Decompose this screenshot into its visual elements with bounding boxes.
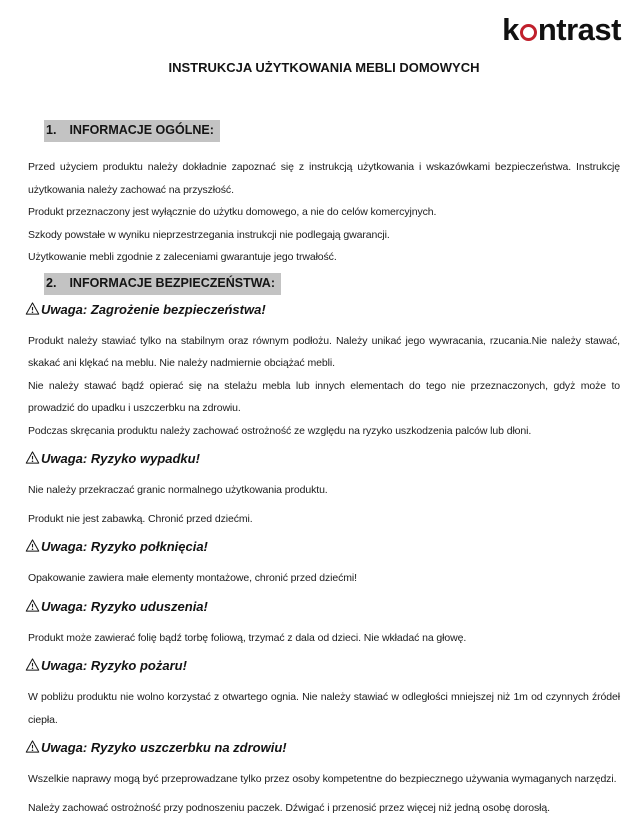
warning-title: Uwaga: Ryzyko wypadku! (41, 451, 200, 466)
warning-triangle-icon (25, 450, 40, 465)
section-2-heading (44, 273, 620, 295)
section-1-label: INFORMACJE OGÓLNE: (69, 123, 214, 137)
section-1-paragraph: Użytkowanie mebli zgodnie z zaleceniami gwarantuje jego trwałość. (28, 251, 337, 263)
warning-title: Uwaga: Ryzyko połknięcia! (41, 539, 208, 554)
warning-paragraph: Nie należy przekraczać granic normalnego użytkowania produktu. (28, 484, 328, 496)
warning-title: Uwaga: Zagrożenie bezpieczeństwa! (41, 301, 266, 317)
warning-triangle-icon (25, 538, 40, 553)
warning-heading-safety-hazard (25, 301, 620, 318)
warning-heading-health-risk (25, 739, 620, 756)
logo-text-ntrast: ntrast (537, 12, 621, 47)
warning-paragraph: Nie należy stawać bądź opierać się na stelażu mebla lub innych elementach do tego nie przeznaczonych, gdyż może to prowadzić do upadku i uszczerbku na zdrowiu. (28, 379, 620, 414)
warning-triangle-icon (25, 739, 40, 754)
warning-paragraph: Produkt nie jest zabawką. Chronić przed dziećmi. (28, 512, 253, 525)
section-1-number: 1. (46, 123, 57, 137)
warning-paragraph: Opakowanie zawiera małe elementy montażowe, chronić przed dziećmi! (28, 572, 357, 584)
section-2-label: INFORMACJE BEZPIECZEŃSTWA: (69, 275, 275, 290)
section-2-highlight (44, 273, 281, 295)
warning-paragraph: Wszelkie naprawy mogą być przeprowadzane tylko przez osoby kompetentne do bezpiecznego używania wymaganych narzędzi. (28, 773, 617, 785)
warning-heading-fire-risk (25, 657, 620, 674)
warning-paragraph: Podczas skręcania produktu należy zachować ostrożność ze względu na ryzyko uszkodzenia palców lub dłoni. (28, 424, 532, 437)
page-title: INSTRUKCJA UŻYTKOWANIA MEBLI DOMOWYCH (168, 60, 480, 75)
warning-triangle-icon (25, 301, 40, 316)
section-1-heading (44, 120, 620, 142)
warning-title: Uwaga: Ryzyko pożaru! (41, 658, 187, 673)
section-1-paragraph: Szkody powstałe w wyniku nieprzestrzegania instrukcji nie podlegają gwarancji. (28, 228, 390, 241)
warning-triangle-icon (25, 598, 40, 613)
warning-paragraph: Produkt należy stawiać tylko na stabilnym oraz równym podłożu. Należy unikać jego wywracania, rzucania.Nie należy stawać, skakać ani klękać na meblu. Nie należy nadmiernie obciążać mebli. (28, 334, 620, 369)
warning-paragraph: Należy zachować ostrożność przy podnoszeniu paczek. Dźwigać i przenosić przez więcej niż jedną osobę dorosłą. (28, 801, 550, 814)
warning-heading-suffocation-risk (25, 598, 620, 615)
warning-title: Uwaga: Ryzyko uszczerbku na zdrowiu! (41, 740, 287, 755)
section-2-number: 2. (46, 275, 57, 290)
warning-heading-accident-risk (25, 450, 620, 467)
logo-text-k: k (502, 12, 519, 47)
section-1-paragraph: Produkt przeznaczony jest wyłącznie do użytku domowego, a nie do celów komercyjnych. (28, 206, 437, 218)
warning-paragraph: W pobliżu produktu nie wolno korzystać z otwartego ognia. Nie należy stawiać w odległości mniejszej niż 1m od czynnych źródeł ciepła. (28, 691, 620, 726)
section-1-highlight (44, 120, 220, 142)
warning-triangle-icon (25, 657, 40, 672)
warning-title: Uwaga: Ryzyko uduszenia! (41, 598, 208, 614)
warning-heading-swallowing-risk (25, 538, 620, 555)
warning-paragraph: Produkt może zawierać folię bądź torbę foliową, trzymać z dala od dzieci. Nie wkładać na głowę. (28, 631, 467, 644)
kontrast-logo (502, 13, 621, 47)
section-1-paragraph: Przed użyciem produktu należy dokładnie zapoznać się z instrukcją użytkowania i wskazówkami bezpieczeństwa. Instrukcję użytkowania należy zachować na przyszłość. (28, 161, 620, 196)
logo-o-ring-icon (520, 24, 537, 41)
